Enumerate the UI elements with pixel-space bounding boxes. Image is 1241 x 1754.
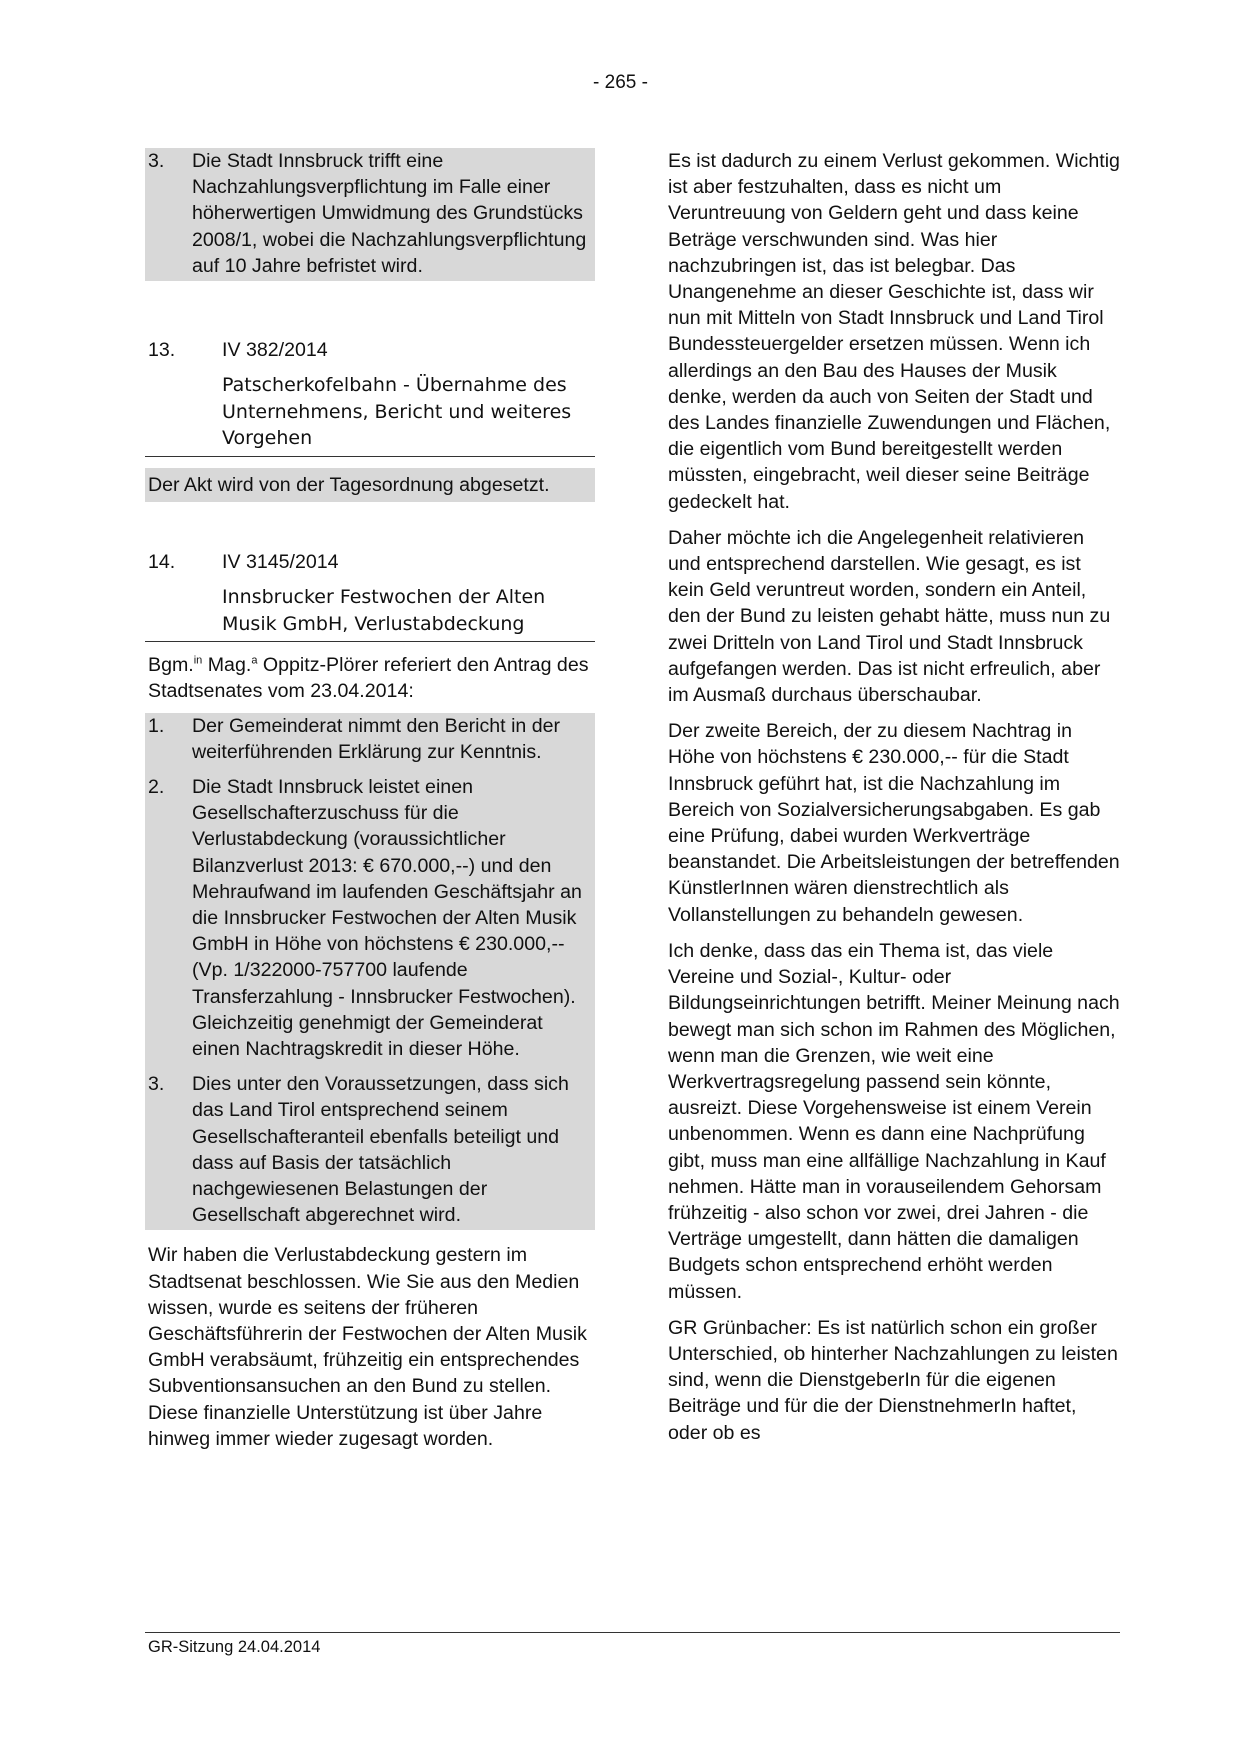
list-text: Dies unter den Voraussetzungen, dass sich das Land Tirol entsprechend seinem Gesellschafteranteil ebenfalls beteiligt und dass auf Basis der tatsächlich nachgewiesenen Belastungen der Gesellschaft abgerechnet wird. xyxy=(192,1073,569,1227)
resolution-continuation xyxy=(145,148,595,281)
footer-text: GR-Sitzung 24.04.2014 xyxy=(148,1638,321,1656)
agenda-reference: IV 3145/2014 xyxy=(222,550,339,573)
list-number: 1. xyxy=(148,714,165,737)
agenda-reference: IV 382/2014 xyxy=(222,339,328,362)
left-column xyxy=(145,148,595,1452)
speech-paragraph: Wir haben die Verlustabdeckung gestern im Stadtsenat beschlossen. Wie Sie aus den Medien wissen, wurde es seitens der früheren Geschäftsführerin der Festwochen der Alten Musik GmbH verabsäumt, frühzeitig ein entsprechendes Subventionsansuchen an den Bund zu stellen. Diese finanzielle Unterstützung ist über Jahre hinweg immer wieder zugesagt worden. xyxy=(148,1244,587,1450)
list-item xyxy=(145,713,595,765)
resolution-list xyxy=(145,713,595,1231)
list-number: 3. xyxy=(148,150,165,172)
agenda-item-13 xyxy=(145,337,595,502)
list-text: Die Stadt Innsbruck trifft eine Nachzahlungsverpflichtung im Falle einer höherwertigen Umwidmung des Grundstücks 2008/1, wobei die Nachzahlungsverpflichtung auf 10 Jahre befristet wird. xyxy=(192,150,587,277)
agenda-header xyxy=(145,337,595,363)
list-item xyxy=(145,148,595,279)
list-text: Der Gemeinderat nimmt den Bericht in der weiterführenden Erklärung zur Kenntnis. xyxy=(192,714,561,763)
list-text: Die Stadt Innsbruck leistet einen Gesellschafterzuschuss für die Verlustabdeckung (voraussichtlicher Bilanzverlust 2013: € 670.000,--) und den Mehraufwand im laufenden Geschäftsjahr an die Innsbrucker Festwochen der Alten Musik GmbH in Höhe von höchstens € 230.000,-- (Vp. 1/322000-757700 laufende Transferzahlung - Innsbrucker Festwochen). Gleichzeitig genehmigt der Gemeinderat einen Nachtragskredit in dieser Höhe. xyxy=(192,775,582,1060)
list-number: 3. xyxy=(148,1073,165,1096)
list-number: 2. xyxy=(148,775,165,798)
agenda-title: Patscherkofelbahn - Übernahme des Unternehmens, Bericht und weiteres Vorgehen xyxy=(145,372,595,457)
list-item xyxy=(145,774,595,1062)
speech-paragraph: Ich denke, dass das ein Thema ist, das viele Vereine und Sozial-, Kultur- oder Bildungseinrichtungen betrifft. Meiner Meinung nach bewegt man sich schon im Rahmen des Möglichen, wenn man die Grenzen, wie weit eine Werkvertragsregelung passend sein könnte, ausreizt. Diese Vorgehensweise ist einem Verein unbenommen. Wenn es dann eine Nachprüfung gibt, muss man eine allfällige Nachzahlung in Kauf nehmen. Hätte man in vorauseilendem Gehorsam frühzeitig - also schon vor zwei, drei Jahren - die Verträge umgestellt, dann hätten die damaligen Budgets schon entsprechend erhöht werden müssen. xyxy=(668,939,1120,1303)
agenda-title: Innsbrucker Festwochen der Alten Musik GmbH, Verlustabdeckung xyxy=(145,584,595,642)
agenda-number: 14. xyxy=(148,550,176,573)
footer-divider xyxy=(145,1632,1120,1633)
agenda-intro: Bgm.$^{in}$ Mag.$^a$ Oppitz-Plörer referiert den Antrag des Stadtsenates vom 23.04.2014: xyxy=(148,654,589,703)
speech-paragraph: Der zweite Bereich, der zu diesem Nachtrag in Höhe von höchstens € 230.000,-- für die Stadt Innsbruck geführt hat, ist die Nachzahlung im Bereich von Sozialversicherungsabgaben. Es gab eine Prüfung, dabei wurden Werkverträge beanstandet. Die Arbeitsleistungen der betreffenden KünstlerInnen wären dienstrechtlich als Vollanstellungen zu behandeln gewesen. xyxy=(668,720,1120,926)
agenda-number: 13. xyxy=(148,339,176,362)
speech-paragraph: GR Grünbacher: Es ist natürlich schon ein großer Unterschied, ob hinterher Nachzahlungen zu leisten sind, wenn die DienstgeberIn für die eigenen Beiträge und für die der DienstnehmerIn haftet, oder ob es xyxy=(668,1316,1118,1444)
right-column xyxy=(668,148,1120,1446)
agenda-note: Der Akt wird von der Tagesordnung abgesetzt. xyxy=(145,468,595,502)
page-number: - 265 - xyxy=(593,72,648,93)
agenda-header xyxy=(145,549,595,575)
agenda-item-14 xyxy=(145,549,595,1452)
speech-paragraph: Daher möchte ich die Angelegenheit relativieren und entsprechend darstellen. Wie gesagt, es ist kein Geld veruntreut worden, sondern ein Anteil, den der Bund zu leisten gehabt hätte, muss nun zu zwei Dritteln von Land Tirol und Stadt Innsbruck aufgefangen werden. Das ist nicht erfreulich, aber im Ausmaß durchaus überschaubar. xyxy=(668,526,1111,707)
list-item xyxy=(145,1071,595,1228)
speech-paragraph: Es ist dadurch zu einem Verlust gekommen. Wichtig ist aber festzuhalten, dass es nicht um Veruntreuung von Geldern geht und dass keine Beträge verschwunden sind. Was hier nachzubringen ist, das ist belegbar. Das Unangenehme an dieser Geschichte ist, dass wir nun mit Mitteln von Stadt Innsbruck und Land Tirol Bundessteuergelder ersetzen müssen. Wenn ich allerdings an den Bau des Hauses der Musik denke, werden da auch von Seiten der Stadt und des Landes finanzielle Zuwendungen und Flächen, die eigentlich vom Bund bereitgestellt werden müssten, eingebracht, weil dieser seine Beiträge gedeckelt hat. xyxy=(668,150,1120,513)
